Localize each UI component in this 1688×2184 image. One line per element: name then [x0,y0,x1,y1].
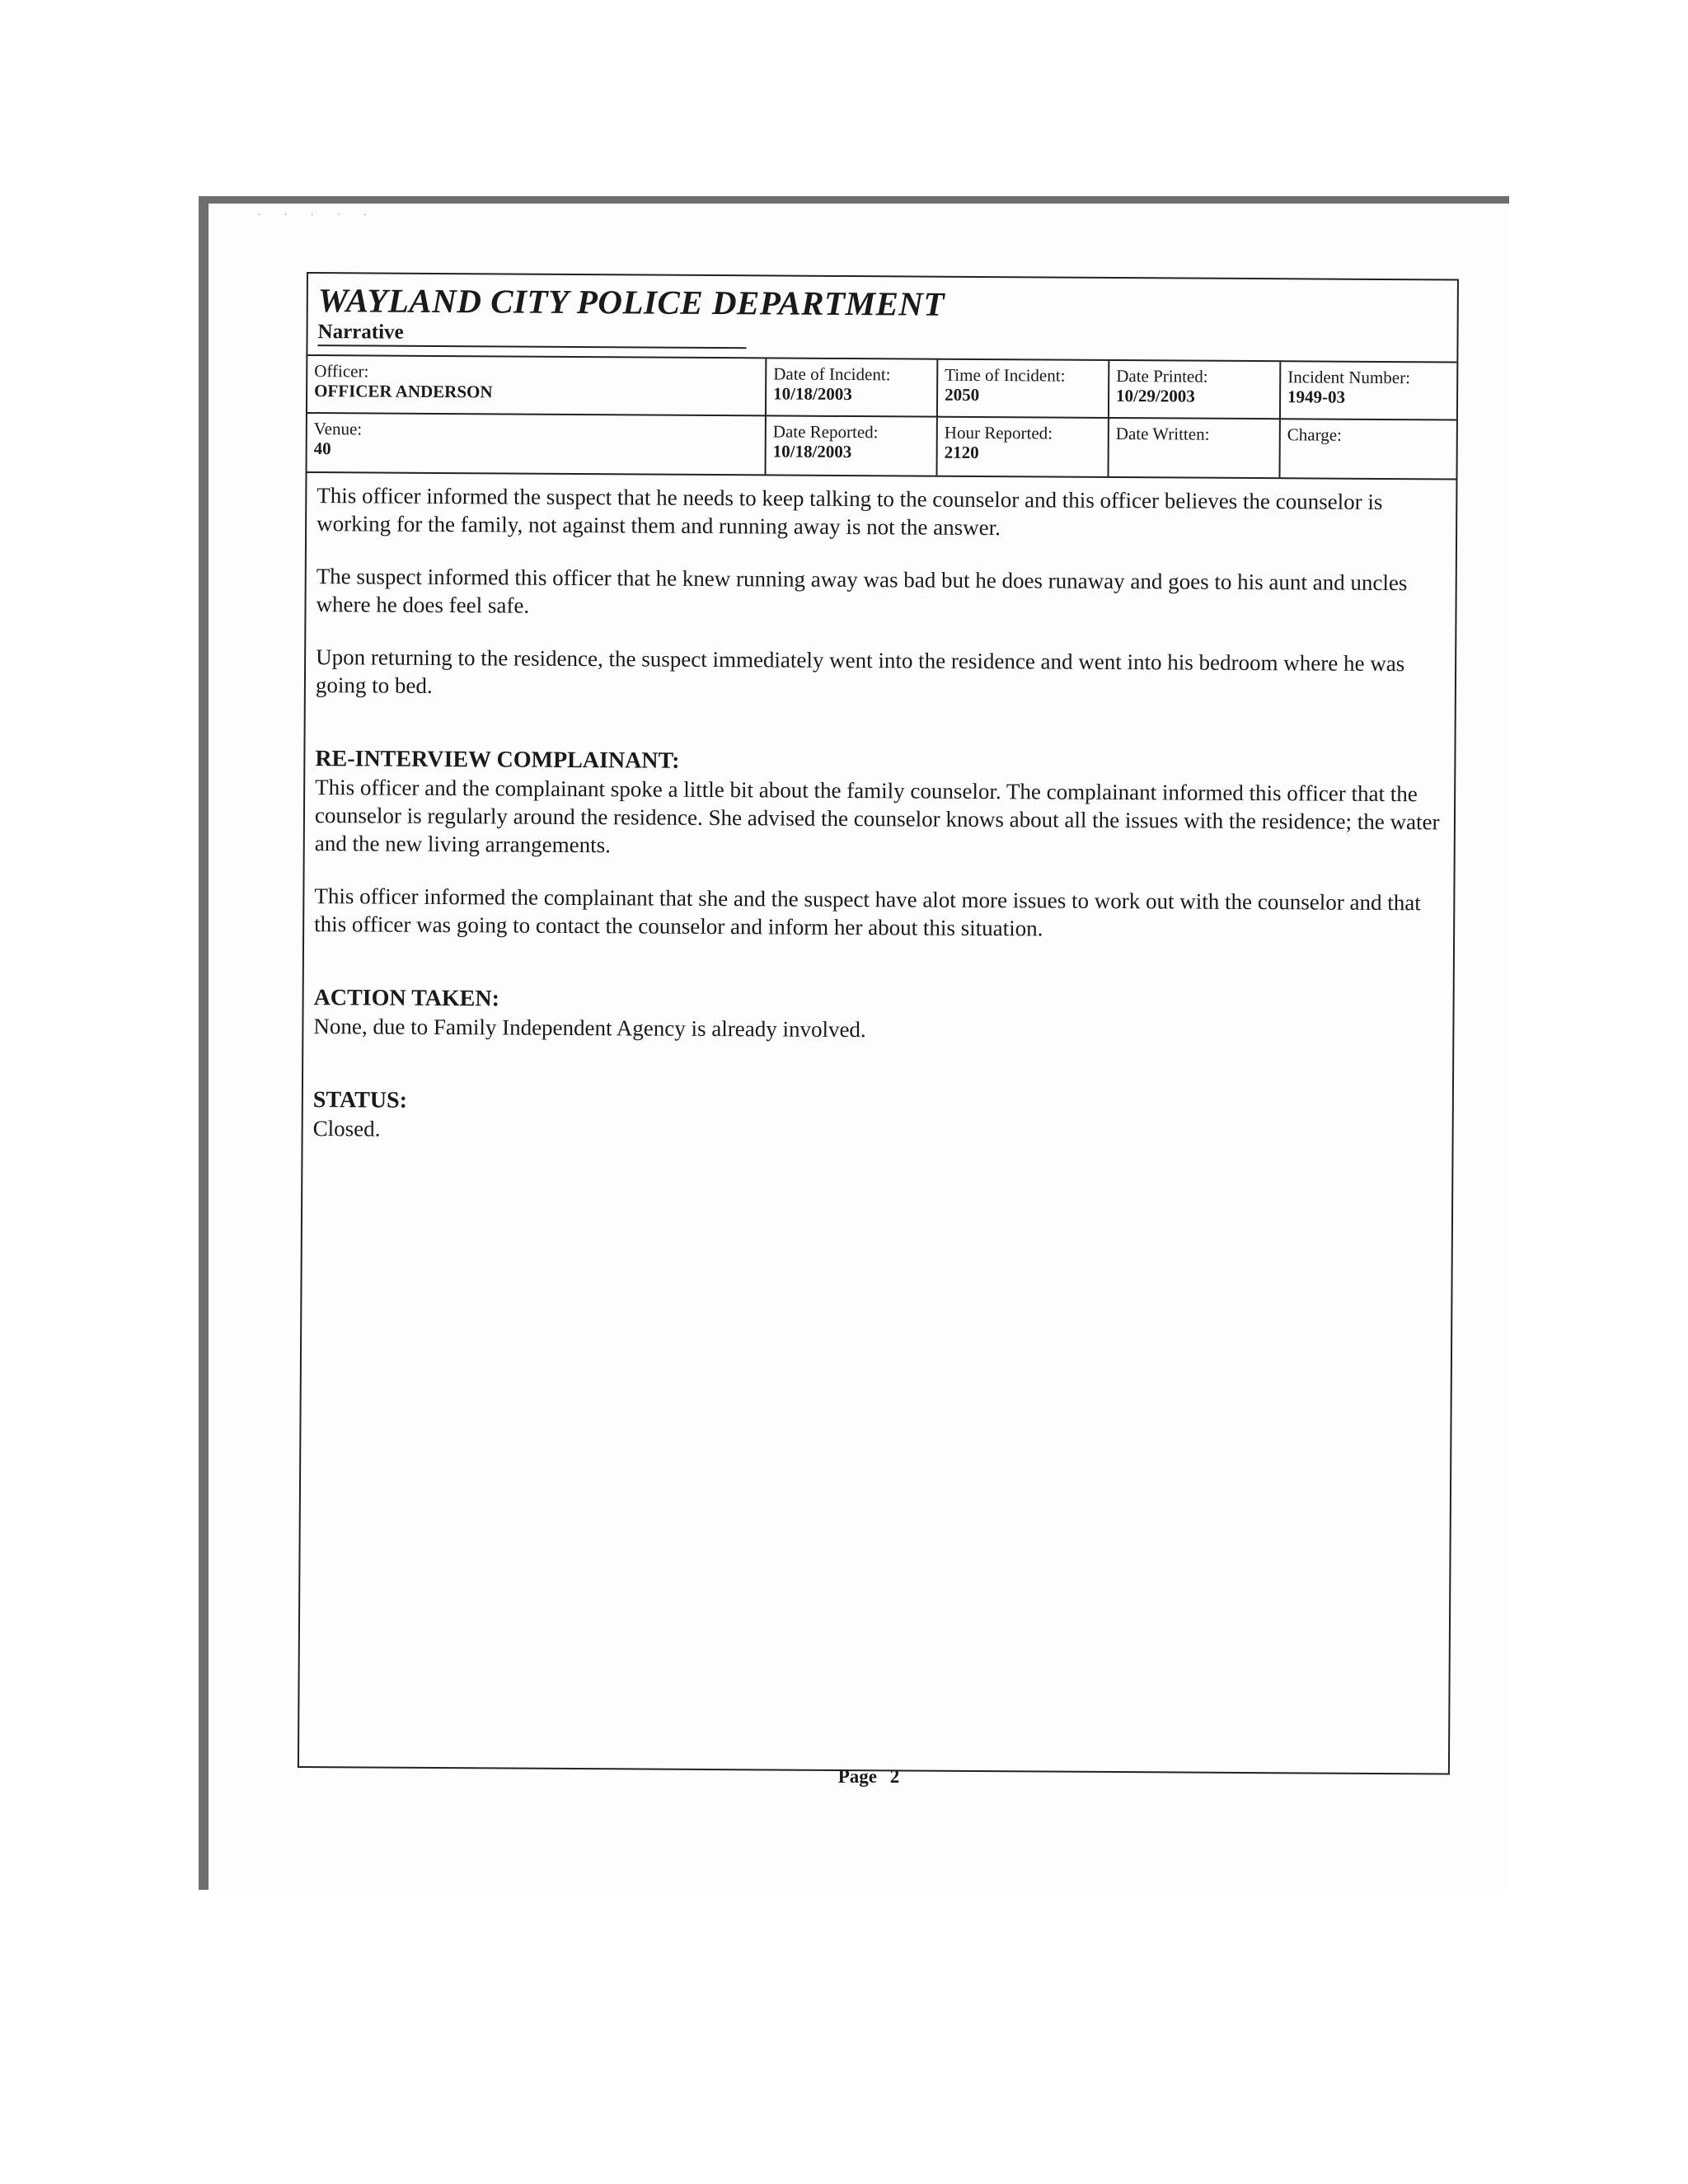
reinterview-paragraph: This officer informed the complainant that she and the suspect have alot more issues to work out with the counselor and that this officer was going to contact the counselor and inform her about this situation. [314,883,1421,941]
time-of-incident-cell [938,360,1109,419]
charge-cell [1280,419,1456,478]
page-footer [0,1766,1688,1788]
hour-reported-value: 2120 [944,442,979,462]
incident-info-grid [307,356,1457,480]
officer-cell [307,356,767,416]
date-printed-label: Date Printed: [1116,366,1208,387]
page-number: 2 [889,1766,900,1787]
incident-number-cell [1281,362,1456,420]
venue-cell [307,414,767,474]
reinterview-heading: RE-INTERVIEW COMPLAINANT: [315,746,680,774]
report-form [298,272,1459,1775]
narrative-body [303,473,1456,1150]
officer-value: OFFICER ANDERSON [314,381,493,402]
hour-reported-cell [938,418,1109,476]
narrative-paragraph: This officer informed the suspect that he needs to keep talking to the counselor and this officer believes the counselor is working for the family, not against them and running away is not the answer. [316,483,1383,541]
incident-number-label: Incident Number: [1287,367,1411,388]
time-of-incident-label: Time of Incident: [945,364,1066,386]
page-label: Page [837,1766,877,1787]
date-printed-cell [1109,361,1281,419]
charge-label: Charge: [1287,424,1342,445]
date-of-incident-value: 10/18/2003 [773,383,852,405]
scan-specks-decoration: · · · · · [257,209,377,222]
time-of-incident-value: 2050 [945,384,980,405]
department-title: WAYLAND CITY POLICE DEPARTMENT [317,281,945,323]
date-reported-cell [767,416,938,475]
status-text: Closed. [312,1116,381,1141]
reinterview-paragraph: This officer and the complainant spoke a little bit about the family counselor. The complainant informed this officer that the counselor is regularly around the residence. She advised the counselor knows about all the issues with the residence; the water and the new living arrangements. [314,775,1440,858]
incident-number-value: 1949-03 [1287,387,1346,407]
scan-left-edge [199,196,209,1890]
hour-reported-label: Hour Reported: [944,422,1053,443]
status-heading: STATUS: [312,1087,408,1113]
date-of-incident-cell [767,359,938,417]
date-written-cell [1109,419,1281,477]
date-printed-value: 10/29/2003 [1116,386,1195,406]
venue-value: 40 [313,438,331,459]
narrative-paragraph: The suspect informed this officer that he knew running away was bad but he does runaway and goes to his aunt and uncles where he does feel safe. [316,564,1408,618]
date-reported-value: 10/18/2003 [772,441,852,462]
scan-top-edge [199,196,1509,204]
narrative-paragraph: Upon returning to the residence, the suspect immediately went into the residence and went into his bedroom where he was going to bed. [315,644,1405,698]
venue-label: Venue: [313,419,363,439]
report-header [307,274,1457,363]
action-taken-heading: ACTION TAKEN: [313,985,500,1012]
officer-label: Officer: [314,361,369,382]
date-reported-label: Date Reported: [772,421,879,443]
date-of-incident-label: Date of Incident: [773,363,891,385]
action-taken-text: None, due to Family Independent Agency is already involved. [313,1014,866,1043]
section-label: Narrative [317,320,746,349]
date-written-label: Date Written: [1115,424,1210,444]
